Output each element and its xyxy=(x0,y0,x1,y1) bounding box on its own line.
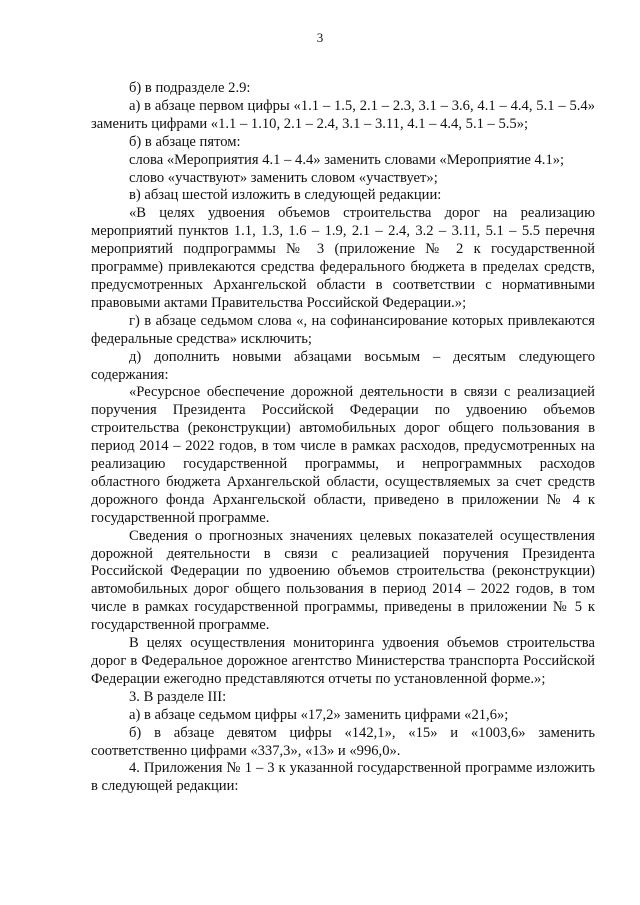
paragraph: слова «Мероприятия 4.1 – 4.4» заменить словами «Мероприятие 4.1»; xyxy=(129,151,565,168)
paragraph: б) в подразделе 2.9: xyxy=(129,80,251,96)
paragraph: в) абзац шестой изложить в следующей редакции: xyxy=(129,187,442,204)
paragraph: 4. Приложения № 1 – 3 к указанной государственной программе изложить в следующей редакции: xyxy=(91,760,595,795)
paragraph: слово «участвуют» заменить словом «участвует»; xyxy=(129,169,438,186)
paragraph: а) в абзаце первом цифры «1.1 – 1.5, 2.1 – 2.3, 3.1 – 3.6, 4.1 – 4.4, 5.1 – 5.4» заменить цифрами «1.1 – 1.10, 2.1 – 2.4, 3.1 – 3.11, 4.1 – 4.4, 5.1 – 5.5»; xyxy=(91,97,595,132)
paragraph: г) в абзаце седьмом слова «, на софинансирование которых привлекаются федеральные средства» исключить; xyxy=(91,312,595,347)
paragraph: а) в абзаце седьмом цифры «17,2» заменить цифрами «21,6»; xyxy=(129,706,509,723)
paragraph: В целях осуществления мониторинга удвоения объемов строительства дорог в Федеральное дорожное агентство Министерства транспорта Российской Федерации ежегодно представляются отчеты по установленной форме.»; xyxy=(91,635,595,687)
paragraph: д) дополнить новыми абзацами восьмым – десятым следующего содержания: xyxy=(91,348,595,383)
paragraph: 3. В разделе III: xyxy=(129,688,227,705)
page-number: 3 xyxy=(316,30,324,45)
paragraph: Сведения о прогнозных значениях целевых показателей осуществления дорожной деятельности в связи с реализацией поручения Президента Российской Федерации по удвоению объемов строительства (реконструкции) автомобильных дорог общего пользования в период 2014 – 2022 годов, в том числе в рамках государственной программы, приведены в приложении № 5 к государственной программе. xyxy=(91,527,595,634)
document-body xyxy=(91,80,595,796)
paragraph: б) в абзаце девятом цифры «142,1», «15» и «1003,6» заменить соответственно цифрами «337,3», «13» и «996,0». xyxy=(91,724,595,759)
paragraph: «В целях удвоения объемов строительства дорог на реализацию мероприятий пунктов 1.1, 1.3, 1.6 – 1.9, 2.1 – 2.4, 3.2 – 3.11, 5.1 – 5.5 перечня мероприятий подпрограммы № 3 (приложение № 2 к государственной программе) привлекаются средства федерального бюджета в пределах средств, предусмотренных Архангельской области в соответствии с нормативными правовыми актами Правительства Российской Федерации.»; xyxy=(91,205,595,311)
paragraph: б) в абзаце пятом: xyxy=(129,133,241,150)
paragraph: «Ресурсное обеспечение дорожной деятельности в связи с реализацией поручения Президента Российской Федерации по удвоению объемов строительства (реконструкции) автомобильных дорог общего пользования в период 2014 – 2022 годов, в том числе в рамках расходов, предусмотренных на реализацию государственной программы, и непрограммных расходов областного бюджета Архангельской области, осуществляемых за счет средств дорожного фонда Архангельской области, приведено в приложении № 4 к государственной программе. xyxy=(91,384,595,526)
